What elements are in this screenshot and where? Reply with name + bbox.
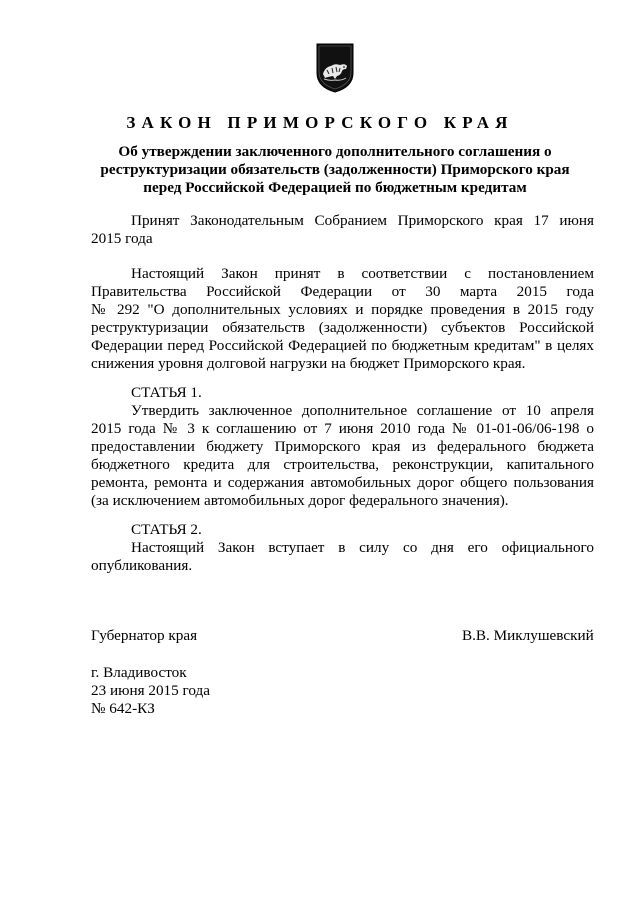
preamble-paragraph — [91, 265, 594, 373]
article-2-heading: СТАТЬЯ 2. — [131, 521, 202, 538]
article-1-heading: СТАТЬЯ 1. — [131, 384, 202, 401]
footer-number: № 642-КЗ — [91, 700, 155, 717]
subtitle-line: Об утверждении заключенного дополнительного соглашения о — [118, 143, 552, 160]
preamble-line: Федерации перед Российской Федерацией по бюджетным кредитам" в целях — [91, 337, 594, 354]
subtitle-line: перед Российской Федерацией по бюджетным кредитам — [143, 179, 527, 196]
preamble-line: реструктуризации обязательств (задолженности) субъектов Российской — [91, 319, 594, 336]
subtitle-line: реструктуризации обязательств (задолженности) Приморского края — [100, 161, 570, 178]
preamble-line: Настоящий Закон принят в соответствии с постановлением — [131, 265, 594, 282]
footer-date: 23 июня 2015 года — [91, 682, 211, 699]
article-2-body — [91, 539, 594, 575]
adoption-paragraph — [91, 212, 594, 248]
article-1-line: 2015 года № 3 к соглашению от 7 июня 2010 года № 01-01-06/06-198 о — [91, 420, 594, 437]
article-2-line: Настоящий Закон вступает в силу со дня его официального — [131, 539, 594, 556]
signatory-position: Губернатор края — [91, 627, 198, 644]
article-1-line: бюджетного кредита для строительства, реконструкции, капитального — [91, 456, 594, 473]
article-2-line: опубликования. — [91, 557, 193, 574]
document-footer — [91, 664, 210, 718]
article-1-line: предоставлении бюджету Приморского края из федерального бюджета — [91, 438, 594, 455]
footer-city: г. Владивосток — [91, 664, 187, 681]
preamble-line: Правительства Российской Федерации от 30 марта 2015 года — [91, 283, 594, 300]
preamble-line: № 292 "О дополнительных условиях и порядке проведения в 2015 году — [91, 301, 594, 318]
adoption-line: 2015 года — [91, 230, 153, 247]
article-1-body — [91, 402, 594, 510]
signatory-name: В.В. Миклушевский — [462, 627, 594, 644]
article-1-line: Утвердить заключенное дополнительное соглашение от 10 апреля — [131, 402, 594, 419]
article-1-line: (за исключением автомобильных дорог федерального значения). — [91, 492, 509, 509]
primorsky-krai-coat-of-arms-icon — [315, 43, 355, 93]
article-1-line: ремонта, ремонта и содержания автомобильных дорог общего пользования — [91, 474, 594, 491]
adoption-line: Принят Законодательным Собранием Приморского края 17 июня — [131, 212, 594, 229]
document-subtitle — [100, 143, 570, 197]
preamble-line: снижения уровня долговой нагрузки на бюджет Приморского края. — [91, 355, 526, 372]
document-title: ЗАКОН ПРИМОРСКОГО КРАЯ — [126, 113, 514, 132]
